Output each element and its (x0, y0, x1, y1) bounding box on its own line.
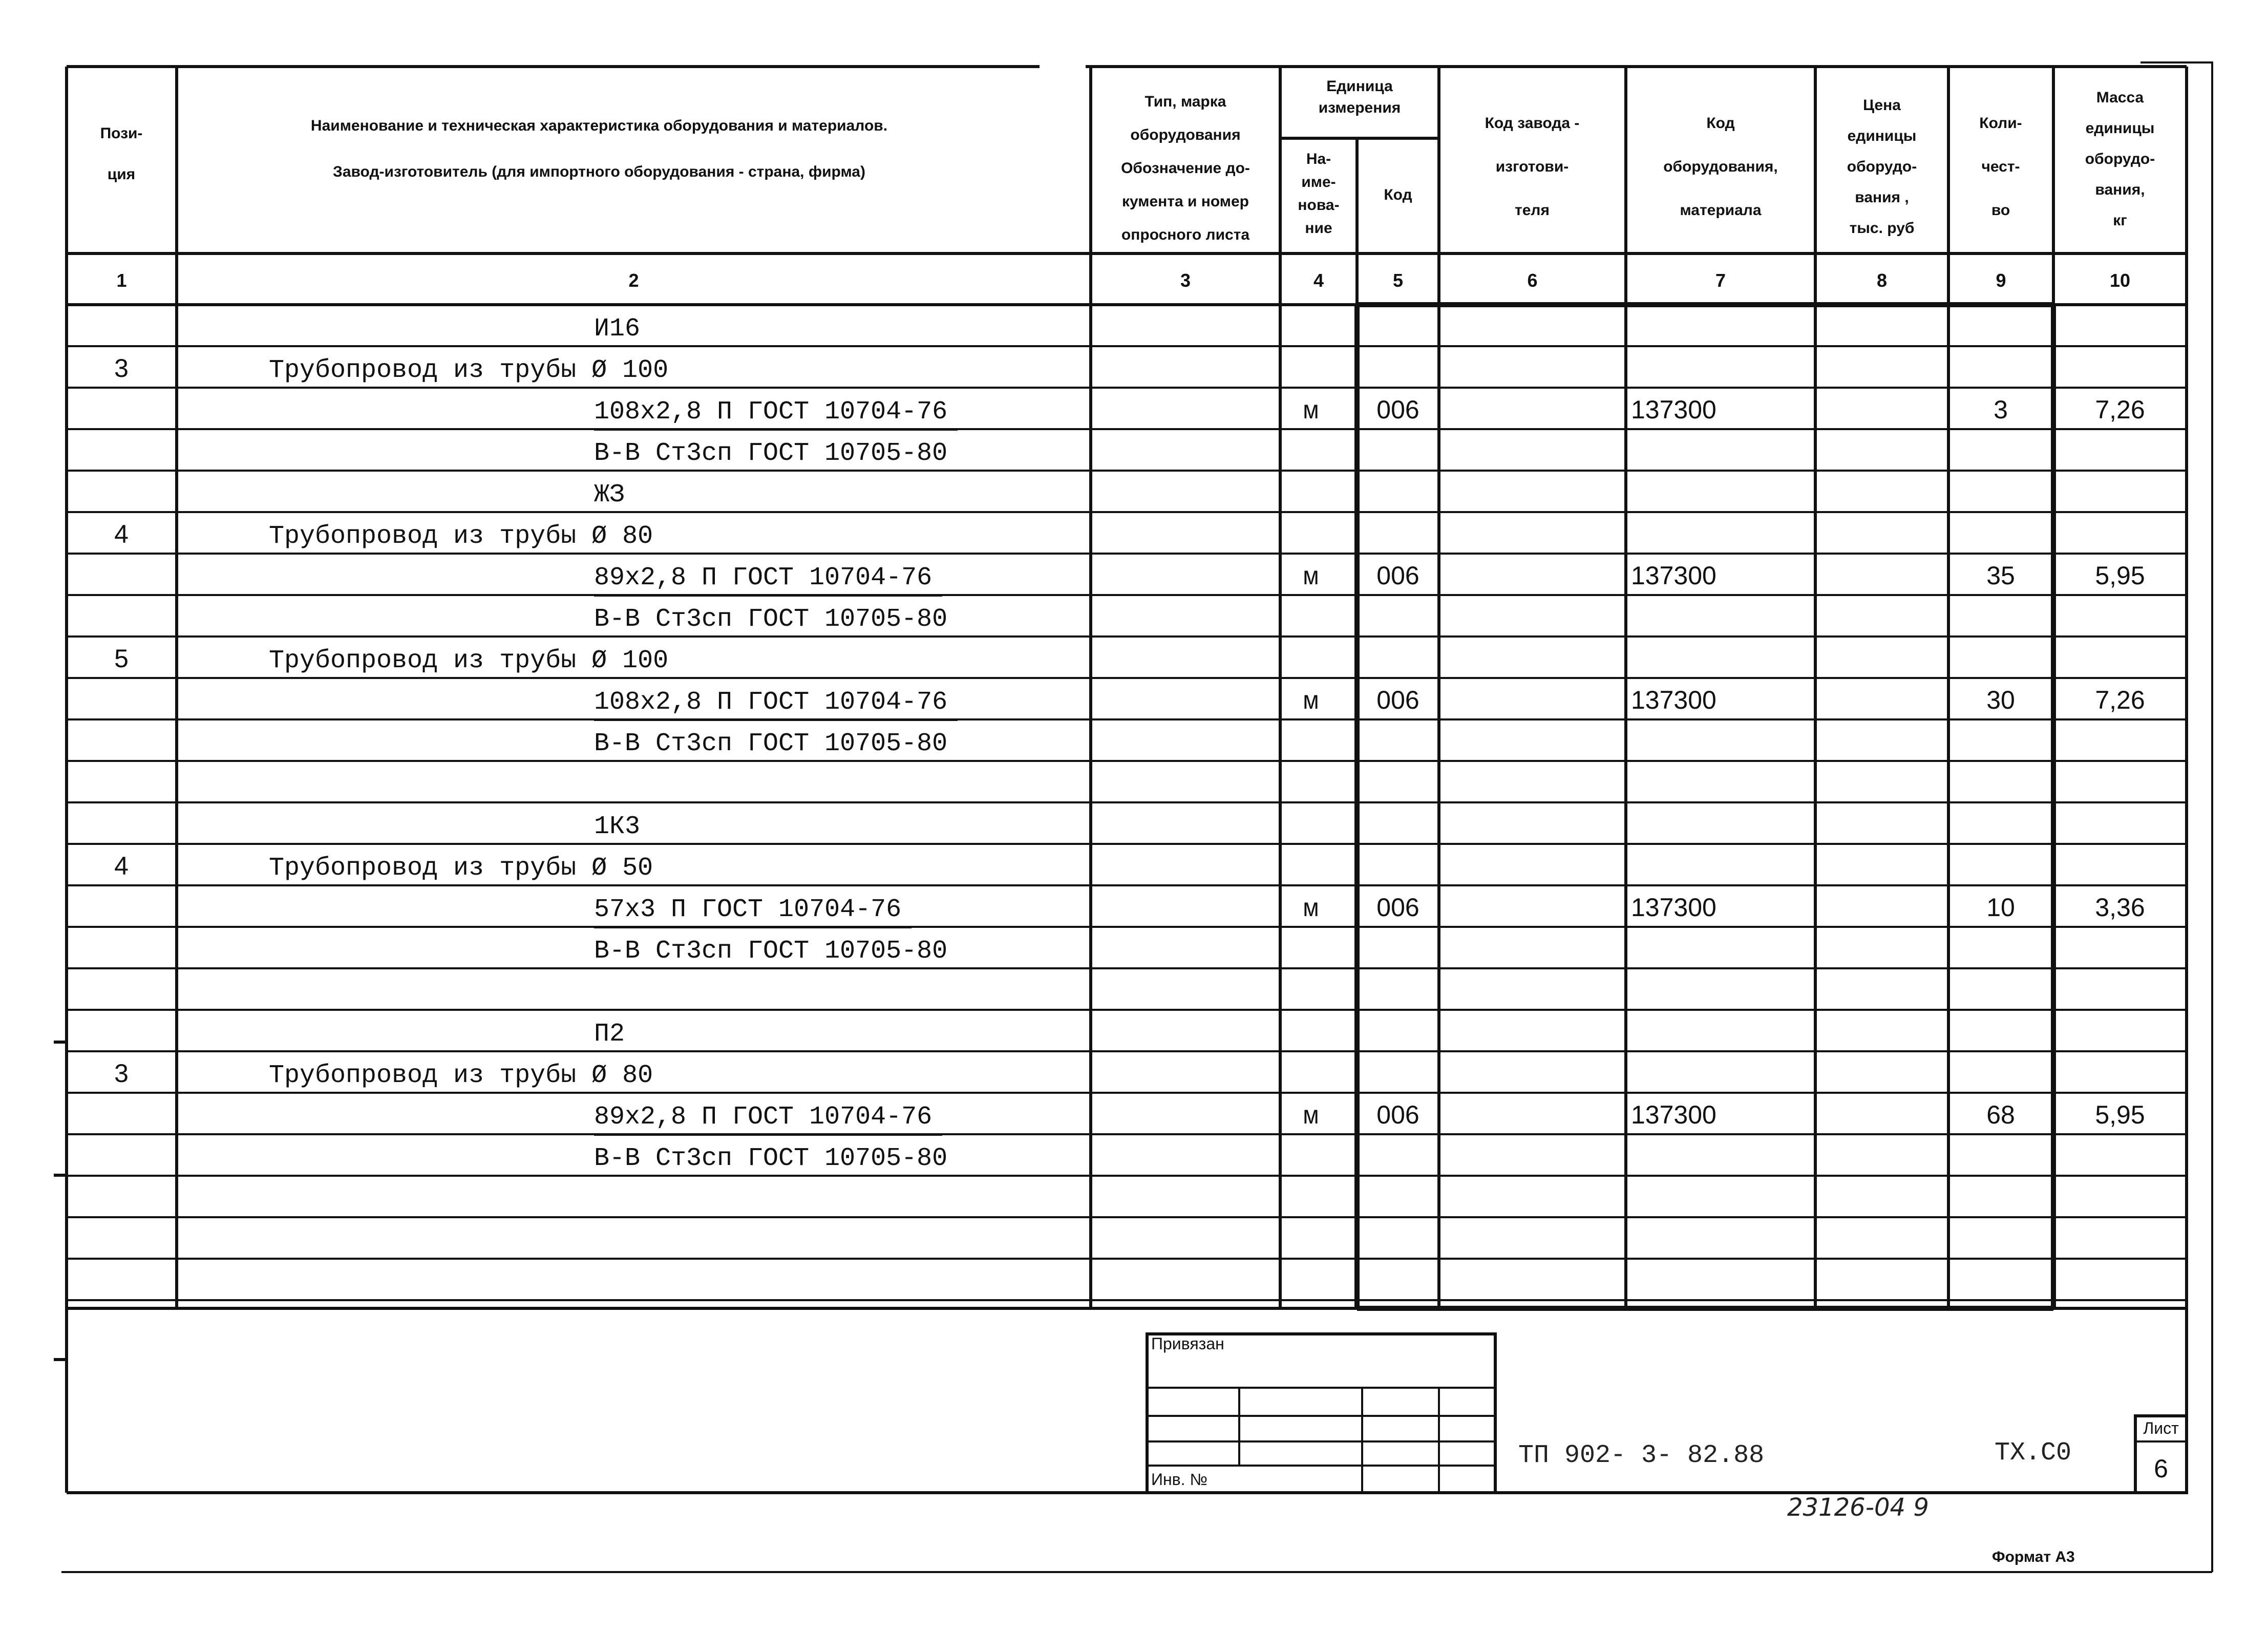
column-number: 2 (628, 270, 639, 291)
header-type: оборудования (1130, 126, 1241, 143)
table-header (100, 78, 2155, 243)
header-unit-mass: вания, (2095, 181, 2145, 198)
table-row (594, 1144, 947, 1173)
row-position: 4 (114, 520, 129, 548)
row-name: Трубопровод из трубы Ø 50 (269, 854, 653, 883)
column-number: 1 (116, 270, 127, 291)
header-unit-price: единицы (1847, 128, 1917, 144)
row-unit: м (1303, 1102, 1319, 1132)
header-unit-name: име- (1301, 174, 1336, 190)
header-unit-name: нова- (1298, 197, 1340, 214)
header-name: Завод-изготовитель (для импортного оборудования - страна, фирма) (333, 163, 865, 180)
header-unit-mass: единицы (2085, 120, 2155, 137)
header-unit-name: На- (1306, 151, 1331, 167)
row-unit: м (1303, 688, 1319, 717)
row-name: И16 (594, 314, 641, 344)
header-type: Обозначение до- (1121, 160, 1250, 177)
document-mark: ТХ.С0 (1995, 1438, 2072, 1468)
sheet-label: Лист (2143, 1419, 2179, 1437)
row-material-code: 137300 (1631, 561, 1716, 590)
header-quantity: чест- (1981, 158, 2020, 175)
title-block (1147, 1334, 2187, 1493)
page-footer (1787, 1493, 2075, 1565)
table-row (114, 852, 653, 883)
header-factory-code: изготови- (1495, 158, 1569, 175)
row-quantity: 3 (1994, 395, 2008, 424)
row-name: В-В Ст3сп ГОСТ 10705-80 (594, 729, 948, 758)
document-code: ТП 902- 3- 82.88 (1518, 1441, 1765, 1470)
row-unit: м (1303, 397, 1319, 427)
row-name: 108х2,8 П ГОСТ 10704-76 (594, 397, 948, 427)
sheet-format: Формат А3 (1992, 1549, 2075, 1565)
row-position: 3 (114, 1059, 129, 1088)
row-mass: 7,26 (2095, 395, 2145, 424)
column-number: 7 (1715, 270, 1726, 291)
row-unit-code: 006 (1376, 561, 1419, 590)
table-row (594, 686, 2145, 720)
column-number: 10 (2109, 270, 2131, 291)
row-mass: 5,95 (2095, 561, 2145, 590)
row-name: 1К3 (594, 812, 641, 841)
row-name: П2 (594, 1020, 625, 1049)
table-row (594, 439, 947, 468)
row-unit-code: 006 (1376, 1100, 1419, 1129)
table-row (594, 812, 640, 841)
row-name: Трубопровод из трубы Ø 80 (269, 522, 653, 551)
table-grid (54, 61, 2212, 1572)
column-number: 4 (1313, 270, 1324, 291)
header-material-code: материала (1680, 202, 1762, 219)
table-row (114, 1059, 653, 1090)
table-row (594, 605, 947, 634)
header-factory-code: Код завода - (1485, 115, 1580, 132)
table-row (594, 561, 2145, 596)
table-row (594, 729, 947, 758)
header-unit-group: измерения (1318, 99, 1401, 116)
row-material-code: 137300 (1631, 1100, 1716, 1129)
header-unit-price: оборудо- (1847, 158, 1917, 175)
row-mass: 3,36 (2095, 893, 2145, 922)
column-number: 9 (1996, 270, 2006, 291)
tied-label: Привязан (1151, 1334, 1224, 1353)
table-row (594, 314, 640, 344)
row-name: В-В Ст3сп ГОСТ 10705-80 (594, 605, 948, 634)
table-row (114, 520, 653, 551)
header-unit-price: Цена (1863, 97, 1901, 114)
table-body (114, 314, 2145, 1173)
table-row (594, 1020, 625, 1049)
row-unit: м (1303, 895, 1319, 924)
header-unit-code: Код (1384, 186, 1412, 203)
row-position: 5 (114, 644, 129, 673)
header-unit-mass: кг (2113, 212, 2127, 229)
header-name: Наименование и техническая характеристика оборудования и материалов. (310, 117, 888, 134)
header-type: опросного листа (1121, 226, 1250, 243)
row-unit-code: 006 (1376, 893, 1419, 922)
header-type: Тип, марка (1144, 93, 1226, 110)
table-row (594, 480, 625, 510)
inventory-label: Инв. № (1151, 1470, 1207, 1489)
row-name: 89х2,8 П ГОСТ 10704-76 (594, 563, 932, 592)
row-mass: 7,26 (2095, 686, 2145, 714)
row-position: 3 (114, 354, 129, 383)
row-mass: 5,95 (2095, 1100, 2145, 1129)
header-unit-mass: оборудо- (2085, 151, 2155, 167)
row-name: ЖЗ (594, 480, 625, 510)
row-unit: м (1303, 563, 1319, 592)
row-name: Трубопровод из трубы Ø 100 (269, 356, 669, 385)
row-unit-code: 006 (1376, 395, 1419, 424)
row-name: 108х2,8 П ГОСТ 10704-76 (594, 688, 948, 717)
header-position: Пози- (100, 125, 143, 142)
row-name: В-В Ст3сп ГОСТ 10705-80 (594, 439, 948, 468)
row-quantity: 68 (1986, 1100, 2015, 1129)
header-unit-price: тыс. руб (1849, 220, 1915, 237)
archive-number: 23126-04 9 (1787, 1493, 1929, 1522)
header-unit-name: ние (1305, 220, 1332, 237)
header-unit-mass: Масса (2096, 89, 2144, 106)
header-material-code: оборудования, (1663, 158, 1778, 175)
row-position: 4 (114, 852, 129, 880)
row-material-code: 137300 (1631, 395, 1716, 424)
row-quantity: 35 (1986, 561, 2015, 590)
header-material-code: Код (1706, 115, 1735, 132)
row-name: Трубопровод из трубы Ø 100 (269, 646, 669, 675)
row-material-code: 137300 (1631, 686, 1716, 714)
column-number: 5 (1392, 270, 1404, 291)
column-number: 6 (1527, 270, 1538, 291)
row-name: В-В Ст3сп ГОСТ 10705-80 (594, 937, 948, 966)
header-type: кумента и номер (1121, 193, 1249, 210)
column-number-row (116, 270, 2130, 291)
column-number: 8 (1876, 270, 1888, 291)
table-row (114, 354, 668, 385)
table-row (594, 1100, 2145, 1135)
header-unit-group: Единица (1326, 78, 1393, 95)
table-row (114, 644, 668, 675)
row-material-code: 137300 (1631, 893, 1716, 922)
row-name: Трубопровод из трубы Ø 80 (269, 1061, 653, 1090)
row-name: 57х3 П ГОСТ 10704-76 (594, 895, 902, 924)
row-name: 89х2,8 П ГОСТ 10704-76 (594, 1102, 932, 1132)
column-number: 3 (1180, 270, 1191, 291)
header-quantity: во (1991, 202, 2010, 219)
row-name: В-В Ст3сп ГОСТ 10705-80 (594, 1144, 948, 1173)
header-position: ция (107, 166, 136, 183)
row-quantity: 10 (1986, 893, 2015, 922)
row-quantity: 30 (1986, 686, 2015, 714)
tied-block (1147, 1334, 1495, 1493)
header-quantity: Коли- (1979, 115, 2022, 132)
header-unit-price: вания , (1855, 189, 1909, 206)
table-row (594, 893, 2145, 927)
header-factory-code: теля (1515, 202, 1550, 219)
table-row (594, 937, 947, 966)
row-unit-code: 006 (1376, 686, 1419, 714)
table-row (594, 395, 2145, 430)
sheet-number: 6 (2154, 1454, 2168, 1483)
